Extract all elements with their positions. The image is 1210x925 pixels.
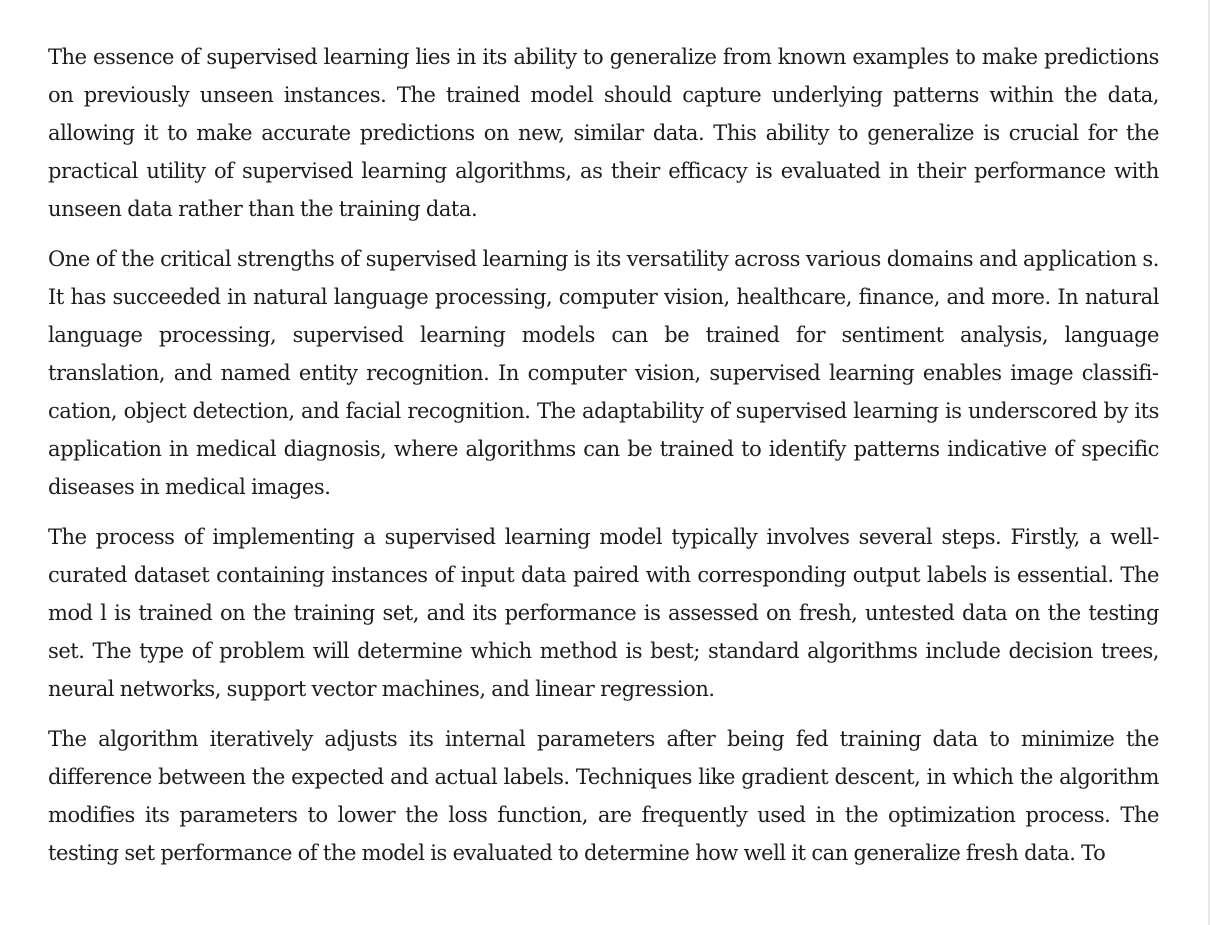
paragraph-optimization: The algorithm iteratively adjusts its internal parameters after being fed training data to minimize the difference between the expected and actual labels. Techniques like gradient descent, in which the algorithm modifies its parameters to lower the loss function, are frequently used in the optimization process. The testing set performance of the model is evaluated to determine how well it can generalize fresh data. To xyxy=(48,727,1159,865)
paragraph-versatility: One of the critical strengths of supervised learning is its versatility across various domains and application s. It has succeeded in natural language processing, computer vision, healthcare, finance, and more. In natural language processing, supervised learning models can be trained for sentiment analysis, language translation, and named entity recognition. In computer vision, supervised learning enables image classification, object detection, and facial recognition. The adaptability of supervised learning is underscored by its application in medical diagnosis, where algorithms can be trained to identify patterns indicative of specific diseases in medical images. xyxy=(48,247,1159,499)
paragraph-generalization: The essence of supervised learning lies in its ability to generalize from known examples to make predictions on previously unseen instances. The trained model should capture underlying patterns within the data, allowing it to make accurate predictions on new, similar data. This ability to generalize is crucial for the practical utility of supervised learning algorithms, as their efficacy is evaluated in their performance with unseen data rather than the training data. xyxy=(48,45,1159,221)
paragraph-implementation: The process of implementing a supervised learning model typically involves several steps. Firstly, a well-curated dataset containing instances of input data paired with corresponding output labels is essential. The mod l is trained on the training set, and its performance is assessed on fresh, untested data on the testing set. The type of problem will determine which method is best; standard algorithms include decision trees, neural networks, support vector machines, and linear regression. xyxy=(48,525,1159,701)
document-body xyxy=(48,38,1159,884)
